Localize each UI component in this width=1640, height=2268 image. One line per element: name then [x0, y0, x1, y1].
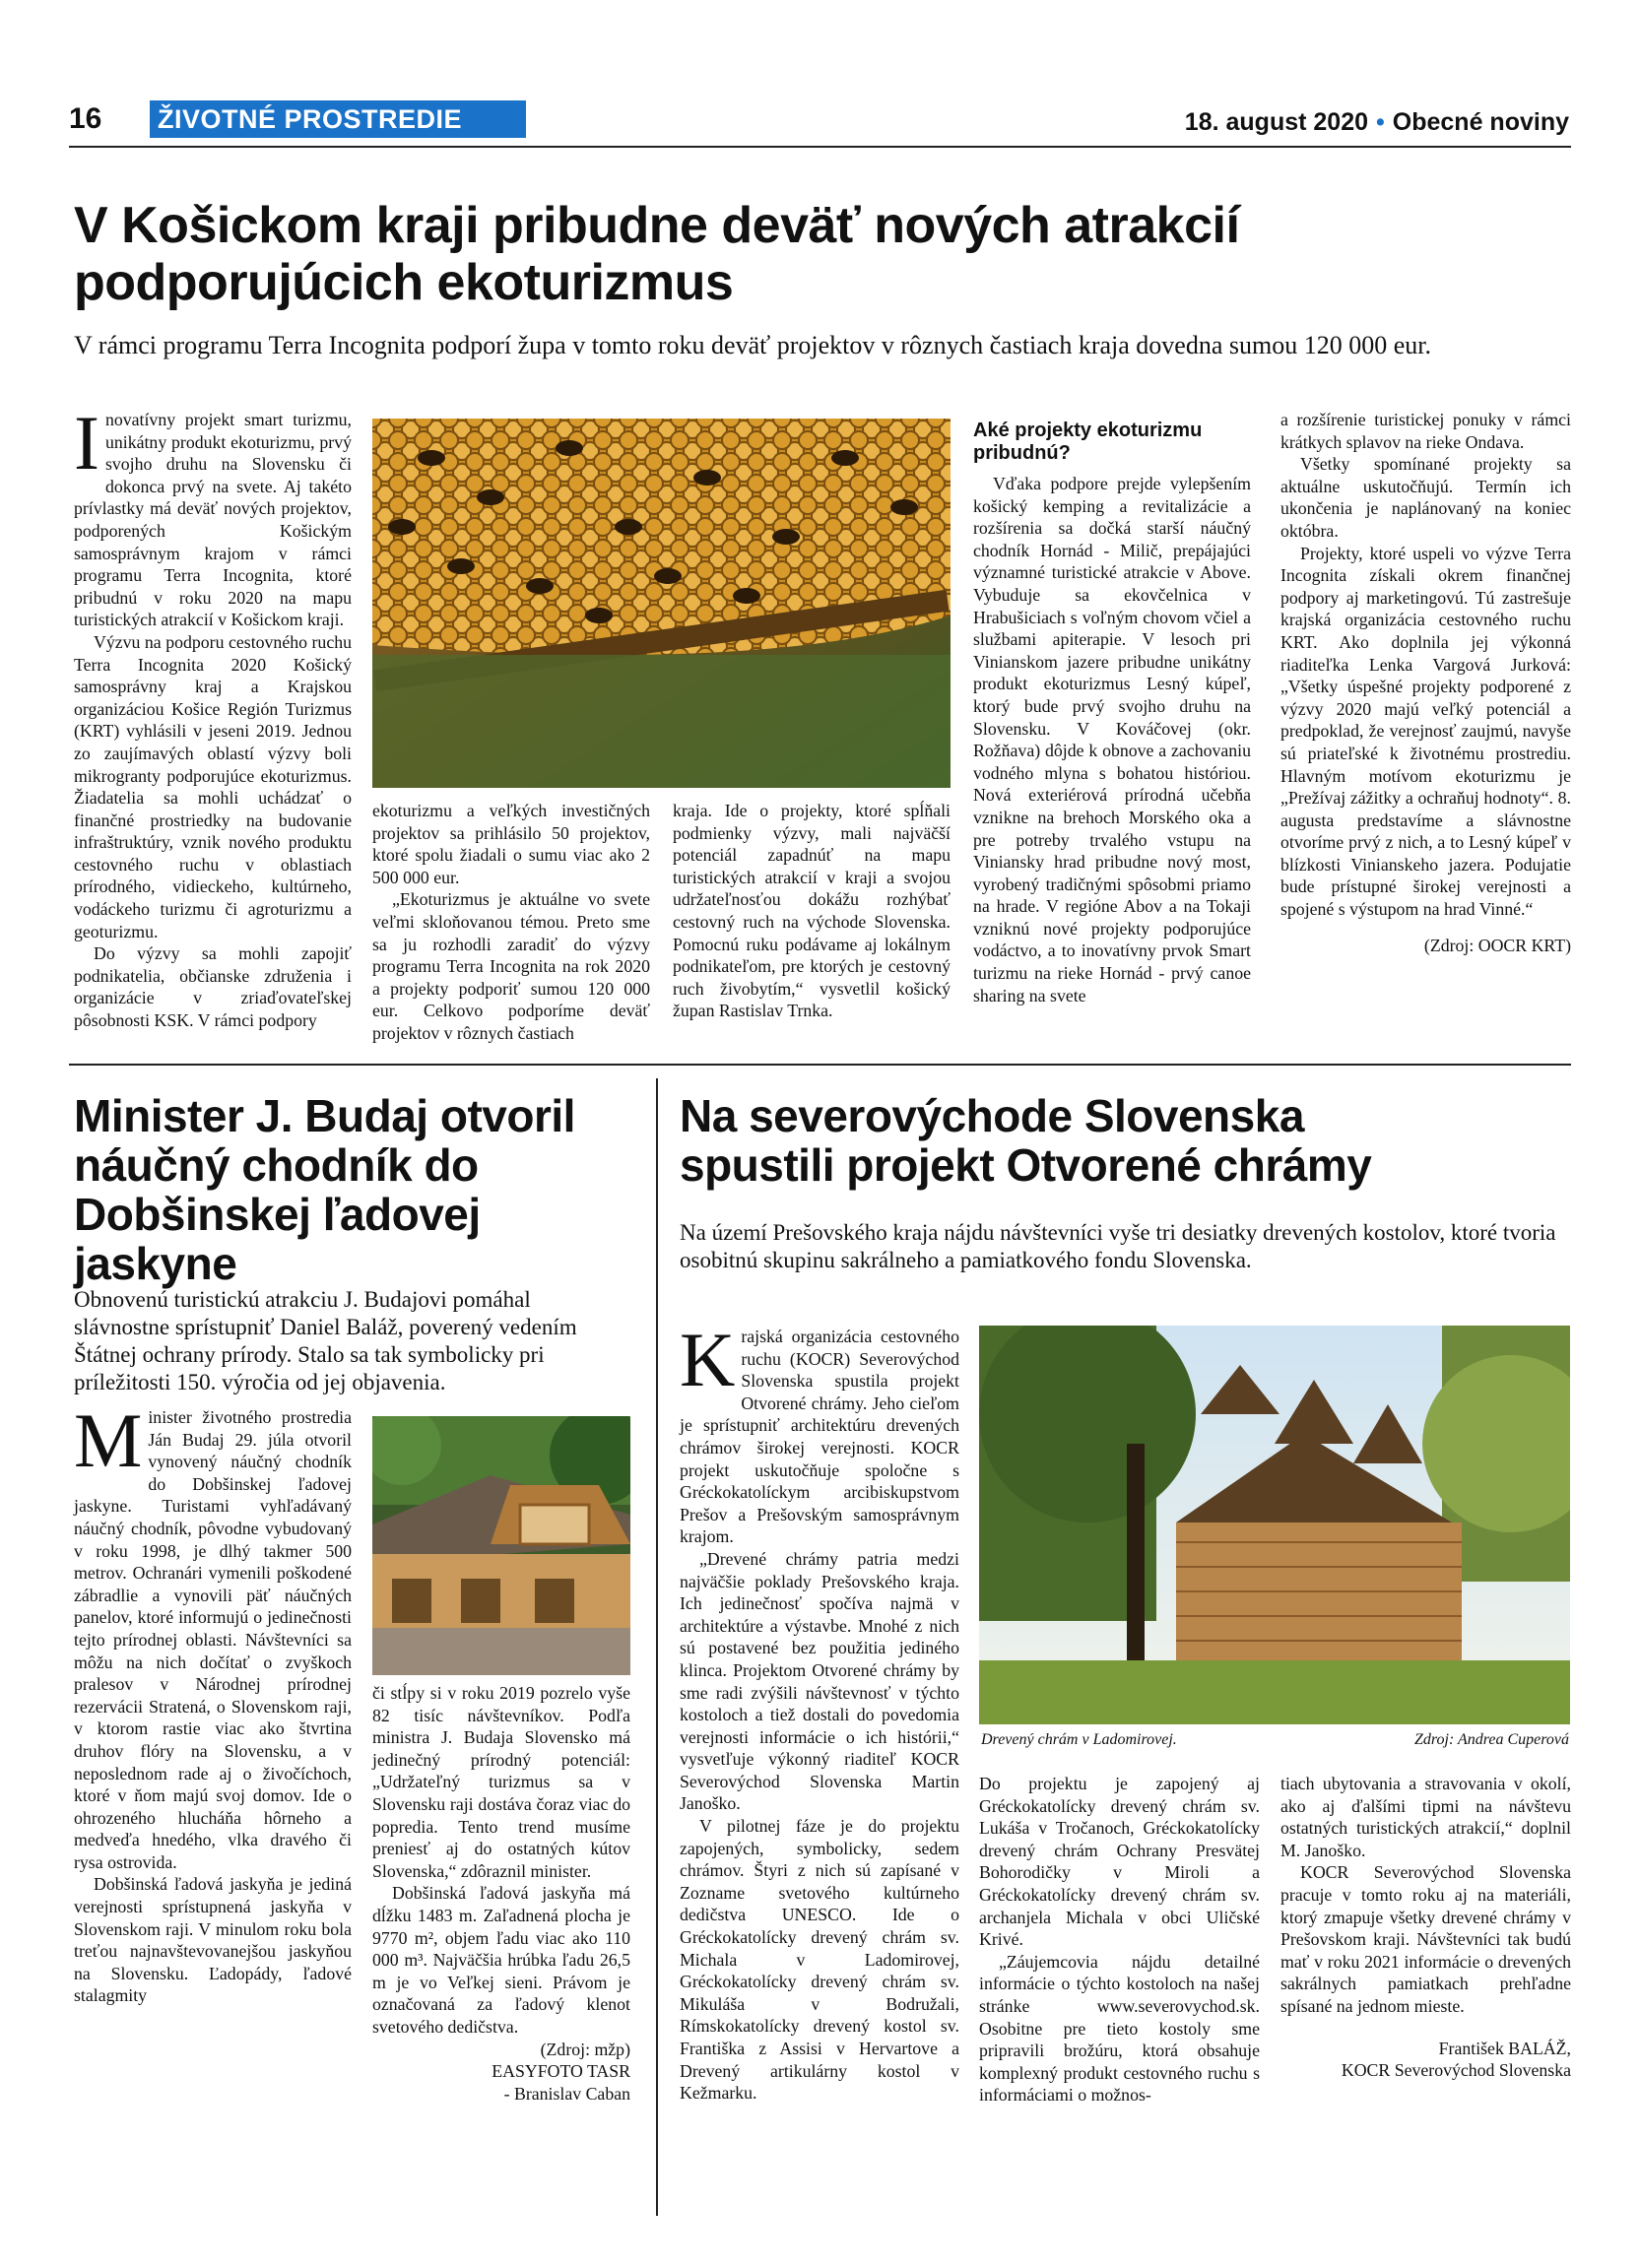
article1-headline-line: V Košickom kraji pribudne deväť nových atrakcií: [74, 197, 1240, 254]
photo-source: Zdroj: Andrea Cuperová: [1413, 1731, 1569, 1748]
article1-column-5: [1280, 409, 1571, 956]
article2-column-2: [372, 1682, 630, 2105]
paragraph: inister životného prostredia Ján Budaj 29. júla otvoril vynovený náučný chodník do Dobšinskej ľadovej jaskyne. Turistami vyhľadávaný náučný chodník, pôvodne vybudovaný v roku 1998, je dlhý takmer 500 metrov. Ochranári vymenili poškodené zábradlie a vynovili päť náučných panelov, ktoré informujú o jedinečnosti tejto prírodnej oblasti. Návštevníci sa môžu na nich dočítať o zvyškoch pralesov v Národnej prírodnej rezervácii Stratená, o Slovenskom raji, v ktorom rastie viac ako štvrtina druhov flóry na Slovensku, a v neposlednom rade aj o živočíchoch, ktoré v ňom majú svoj domov. Ide o ohrozeného hlucháňa hôrneho a medveďa hnedého, vlka dravého či rysa ostrovida.: [74, 1407, 352, 1872]
article2-headline-line: Minister J. Budaj otvoril: [74, 1090, 575, 1141]
dropcap: M: [74, 1397, 143, 1483]
paragraph: Výzvu na podporu cestovného ruchu Terra Incognita 2020 Košický samosprávny kraj a Krajskou organizáciou Košice Región Turizmus (KRT) vyhlásili v jeseni 2019. Jednou zo zaujímavých oblastí výzvy boli mikrogranty podporujúce ekoturizmus. Žiadatelia sa mohli uchádzať o finančné prostriedky na budovanie infraštruktúry, vznik nového produktu cestovného ruchu v oblastiach prírodného, vidieckeho, kultúrneho, vodáckeho turizmu či agroturizmu a geoturizmu.: [74, 631, 352, 941]
article2-headline-line: náučný chodník do: [74, 1139, 479, 1191]
article1-column-2: [372, 800, 650, 1045]
article3-column-1: [680, 1317, 959, 2105]
paragraph: Vďaka podpore prejde vylepšením košický kemping a revitalizácie a rozšírenia sa dočká starší náučný chodník Hornád - Milič, prepájajúci významné turistické atrakcie v Above. Vybuduje sa ekovčelnica v Hrabušiciach s voľným chovom včiel a službami apiterapie. V lesoch pri Vinianskom jazere pribudne unikátny produkt ekoturizmus Lesný kúpeľ, ktorý bude prvý svojho druhu na Slovensku. V Kováčovej (okr. Rožňava) dôjde k obnove a zachovaniu vodného mlyna s bohatou históriou. Nová exteriérová prírodná učebňa vznikne na brehoch Morského oka a pre potreby trvalého vstupu na Viniansky hrad pribudne nový most, vyrobený tradičnými spôsobmi priamo na hrade. V regióne Abov a na Tokaji vzniknú nové projekty podporujúce vodáctvo, a to inovatívny prvok Smart turizmu na rieke Hornád - prvý canoe sharing na svete: [973, 474, 1251, 1005]
paragraph: „Záujemcovia nájdu detailné informácie o týchto kostoloch na našej stránke www.severovychod.sk. Osobitne pre tieto kostoly sme pripravili brožúru, ktorá obsahuje komplexný produkt cestovného ruchu s informáciami o možnos-: [979, 1951, 1260, 2106]
article1-credit: (Zdroj: OOCR KRT): [1423, 935, 1571, 955]
paragraph: KOCR Severovýchod Slovenska pracuje v tomto roku aj na materiáli, ktorý zmapuje všetky drevené chrámy v Prešovskom kraji. Návštevníci tak budú mať v roku 2021 informácie o drevených sakrálnych pamiatkach prehľadne spísané na jednom mieste.: [1280, 1862, 1571, 2016]
article3-author-org: KOCR Severovýchod Slovenska: [1341, 2060, 1571, 2081]
photo-credit: EASYFOTO TASR: [492, 2061, 630, 2082]
paragraph: Dobšinská ľadová jaskyňa je jediná verejnosti sprístupnená jaskyňa v Slovenskom raji. V minulom roku bola treťou najnavštevovanejšou jaskyňou na Slovensku. Ľadopády, ľadové stalagmity: [74, 1874, 352, 2006]
paragraph: tiach ubytovania a stravovania v okolí, ako aj ďalšími tipmi na návštevu ostatných turistických atrakcií,“ doplnil M. Janoško.: [1280, 1774, 1571, 1860]
dropcap: I: [74, 400, 99, 486]
paragraph: a rozšírenie turistickej ponuky v rámci krátkych splavov na rieke Ondava.: [1280, 410, 1571, 452]
publication-name: Obecné noviny: [1392, 108, 1569, 136]
paragraph: Všetky spomínané projekty sa aktuálne uskutočňujú. Termín ich ukončenia je naplánovaný na koniec októbra.: [1280, 454, 1571, 541]
paragraph: kraja. Ide o projekty, ktoré spĺňali podmienky výzvy, mali najväčší potenciál zapadnúť na mapu turistických atrakcií v kraji a svojou udržateľnosťou dokážu rozhýbať cestovný ruch na východe Slovenska. Pomocnú ruku podávame aj lokálnym podnikateľom, pre ktorých je cestovný ruch živobytím,“ vysvetlil košický župan Rastislav Trnka.: [673, 801, 951, 1021]
page-number: 16: [69, 102, 102, 135]
article3-lead: Na území Prešovského kraja nájdu návštevníci vyše tri desiatky drevených kostolov, ktoré tvoria osobitnú skupinu sakrálneho a pamiatkového fondu Slovenska.: [680, 1220, 1556, 1272]
dropcap: K: [680, 1317, 736, 1402]
paragraph: ekoturizmu a veľkých investičných projektov sa prihlásilo 50 projektov, ktoré spolu žiadali o sumu viac ako 2 500 000 eur.: [372, 801, 650, 887]
column-divider: [656, 1078, 658, 2216]
paragraph: „Ekoturizmus je aktuálne vo svete veľmi skloňovanou témou. Preto sme sa ju rozhodli zaradiť do výzvy programu Terra Incognita na rok 2020 a projekty podporiť sumou 120 000 eur. Celkovo podporíme deväť projektov v rôznych častiach: [372, 889, 650, 1043]
article2-credit: (Zdroj: mžp): [540, 2039, 630, 2059]
header-rule: [69, 146, 1571, 148]
paragraph: novatívny projekt smart turizmu, unikátny produkt ekoturizmu, prvý svojho druhu na Slovensku či dokonca prvý na svete. Aj takéto prívlastky má deväť nových projektov, podporených Košickým samosprávnym krajom v rámci programu Terra Incognita, ktoré pribudnú v roku 2020 na mapu turistických atrakcií v Košickom kraji.: [74, 410, 352, 630]
issue-date: 18. august 2020: [1184, 108, 1369, 136]
section-label: ŽIVOTNÉ PROSTREDIE: [150, 100, 526, 138]
article3-column-2: [979, 1773, 1260, 2106]
cave-entrance-photo: [372, 1416, 630, 1675]
article1-headline: [74, 197, 1571, 311]
paragraph: „Drevené chrámy patria medzi najväčšie poklady Prešovského kraja. Ich jedinečnosť spočíva najmä v architektúre a výstavbe. Mnohé z nich sú postavené bez použitia jediného klinca. Projektom Otvorené chrámy by sme radi zvýšili návštevnosť v týchto kostoloch a tiež dostali do povedomia verejnosti informácie o ich histórii,“ vysvetľuje výkonný riaditeľ KOCR Severovýchod Slovenska Martin Janoško.: [680, 1548, 959, 1814]
article1-column-1: [74, 400, 352, 1032]
wooden-church-photo: [979, 1326, 1570, 1724]
photo-credit: - Branislav Caban: [503, 2083, 630, 2104]
article1-column-3: [673, 800, 951, 1022]
beehive-photo: [372, 419, 951, 788]
article2-headline-line: jaskyne: [74, 1238, 237, 1289]
article3-author: František BALÁŽ,: [1438, 2038, 1571, 2058]
paragraph: či stĺpy si v roku 2019 pozrelo vyše 82 tisíc návštevníkov. Podľa ministra J. Budaja Slovensko má jedinečný prírodný potenciál: „Udržateľný turizmus sa v Slovensku raji dostáva čoraz viac do popredia. Tento trend musíme preniesť aj do ostatných kútov Slovenska,“ zdôraznil minister.: [372, 1683, 630, 1881]
issue-info: [1185, 108, 1569, 137]
article3-headline: [680, 1091, 1571, 1190]
paragraph: Do projektu je zapojený aj Gréckokatolícky drevený chrám sv. Lukáša v Tročanoch, Gréckokatolícky drevený chrám Ochrany Presvätej Bohorodičky v Miroli a Gréckokatolícky drevený chrám sv. archanjela Michala v obci Uličské Krivé.: [979, 1774, 1260, 1950]
photo-caption: Drevený chrám v Ladomirovej.: [981, 1731, 1177, 1748]
separator-dot: •: [1376, 108, 1385, 136]
article1-column-4: [973, 420, 1251, 1006]
article1-subhead: Aké projekty ekoturizmu pribudnú?: [973, 420, 1203, 464]
article1-lead: V rámci programu Terra Incognita podporí župa v tomto roku deväť projektov v rôznych častiach kraja dovedna sumou 120 000 eur.: [74, 331, 1431, 359]
article2-lead: Obnovenú turistickú atrakciu J. Budajovi pomáhal slávnostne sprístupniť Daniel Baláž, poverený vedením Štátnej ochrany prírody. Stalo sa tak symbolicky pri príležitosti 150. výročia od jej objavenia.: [74, 1287, 577, 1394]
article3-headline-line: Na severovýchode Slovenska: [680, 1090, 1304, 1141]
paragraph: rajská organizácia cestovného ruchu (KOCR) Severovýchod Slovenska spustila projekt Otvorené chrámy. Jeho cieľom je sprístupniť architektúru drevených chrámov širokej verejnosti. KOCR projekt uskutočňuje spoločne s Gréckokatolíckym arcibiskupstvom Prešov a Prešovským samosprávnym krajom.: [680, 1327, 959, 1547]
article2-headline: [74, 1091, 635, 1288]
article1-headline-line: podporujúcich ekoturizmus: [74, 254, 734, 311]
article2-column-1: [74, 1397, 352, 2007]
paragraph: Projekty, ktoré uspeli vo výzve Terra Incognita získali okrem finančnej podpory aj marketingovú. Tú zastrešuje krajská organizácia cestovného ruchu KRT. Ako doplnila jej výkonná riaditeľka Lenka Vargová Jurková: „Všetky úspešné projekty podporené z výzvy 2020 majú veľký potenciál a predpoklad, že verejnosť zaujmú, navyše sú priateľské k životnému prostrediu. Hlavným motívom ekoturizmu je „Prežívaj zážitky a ochraňuj hodnoty“. 8. augusta predstavíme a slávnostne otvoríme prvý z nich, a to Lesný kúpeľ v blízkosti Vinianskeho jazera. Podujatie bude prístupné širokej verejnosti a spojené s výstupom na hrad Vinné.“: [1280, 543, 1571, 920]
article-divider: [69, 1064, 1571, 1066]
article3-column-3: [1280, 1773, 1571, 2082]
paragraph: Do výzvy sa mohli zapojiť podnikatelia, občianske združenia i organizácie v zriaďovateľskej pôsobnosti KSK. V rámci podpory: [74, 943, 352, 1031]
paragraph: V pilotnej fáze je do projektu zapojených, symbolicky, sedem chrámov. Štyri z nich sú zapísané v Zozname svetového kultúrneho dedičstva UNESCO. Ide o Gréckokatolícky drevený chrám sv. Michala v Ladomirovej, Gréckokatolícky drevený chrám sv. Mikuláša v Bodružali, Rímskokatolícky drevený kostol sv. Františka z Assisi v Hervartove a Drevený artikulárny kostol v Kežmarku.: [680, 1816, 959, 2104]
article2-headline-line: Dobšinskej ľadovej: [74, 1189, 481, 1240]
paragraph: Dobšinská ľadová jaskyňa má dĺžku 1483 m. Zaľadnená plocha je 9770 m², objem ľadu viac ako 110 000 m³. Najväčšia hrúbka ľadu 26,5 m je vo Veľkej sieni. Právom je označovaná za ľadový klenot svetového dedičstva.: [372, 1883, 630, 2037]
article3-headline-line: spustili projekt Otvorené chrámy: [680, 1139, 1372, 1191]
